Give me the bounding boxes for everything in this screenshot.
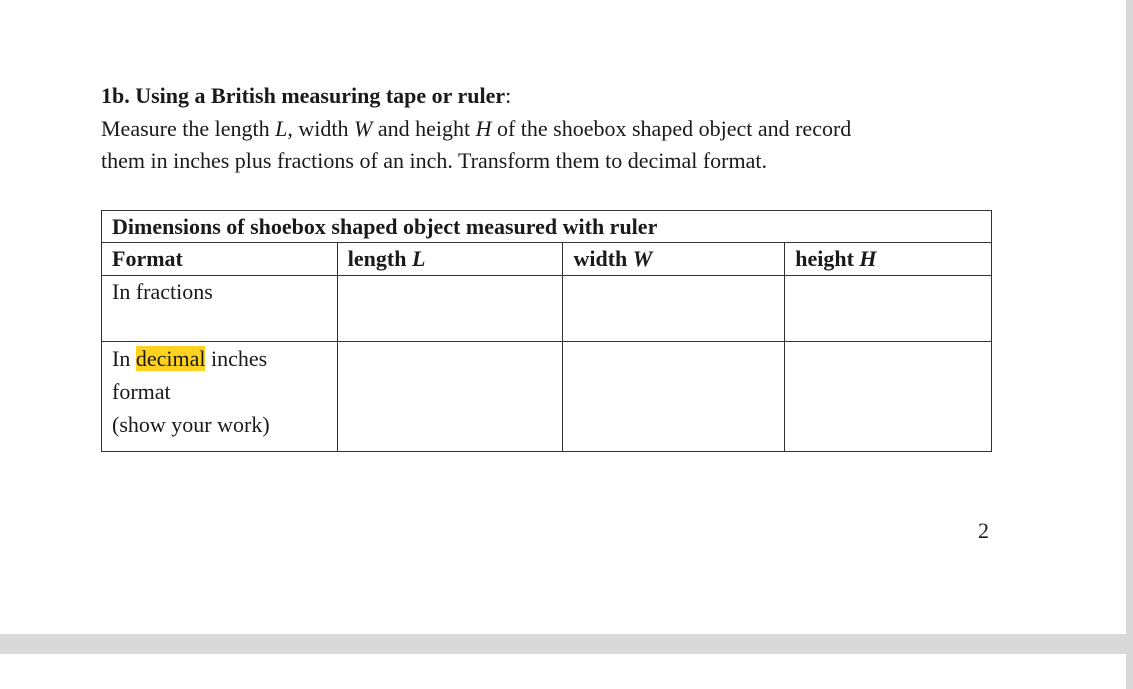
cell-fractions-height[interactable]	[785, 276, 992, 342]
dimensions-table	[101, 210, 992, 452]
page-number: 2	[978, 518, 989, 543]
decimal-label-line2: format	[112, 379, 171, 404]
table-title: Dimensions of shoebox shaped object measured with ruler	[102, 211, 992, 243]
highlighted-word: decimal	[135, 346, 206, 371]
header-length	[337, 243, 563, 276]
header-height-text: height	[795, 246, 860, 271]
section-heading-bold: 1b. Using a British measuring tape or ruler	[101, 83, 506, 108]
instructions-text-line2: them in inches plus fractions of an inch. Transform them to decimal format.	[101, 148, 767, 173]
decimal-label-line3: (show your work)	[112, 412, 270, 437]
next-page	[0, 654, 1126, 689]
header-length-var: L	[411, 246, 426, 271]
section-heading-colon: :	[505, 83, 512, 108]
header-width-text: width	[573, 246, 633, 271]
header-height	[785, 243, 992, 276]
var-w: W	[353, 116, 373, 141]
instructions-text: and height	[372, 116, 476, 141]
table-title-row	[102, 211, 992, 243]
row-label-fractions: In fractions	[102, 276, 338, 342]
header-width-var: W	[632, 246, 653, 271]
instructions-paragraph	[101, 113, 1001, 177]
var-h: H	[475, 116, 492, 141]
header-length-text: length	[347, 246, 412, 271]
cell-decimal-width[interactable]	[563, 342, 785, 452]
cell-decimal-length[interactable]	[337, 342, 563, 452]
cell-decimal-height[interactable]	[785, 342, 992, 452]
header-width	[563, 243, 785, 276]
decimal-label-post: inches	[205, 346, 268, 371]
instructions-text: , width	[287, 116, 354, 141]
instructions-text: of the shoebox shaped object and record	[491, 116, 852, 141]
var-l: L	[275, 116, 288, 141]
row-label-decimal	[102, 342, 338, 452]
table-row	[102, 276, 992, 342]
header-format: Format	[102, 243, 338, 276]
instructions-text: Measure the length	[101, 116, 276, 141]
table-header-row	[102, 243, 992, 276]
cell-fractions-width[interactable]	[563, 276, 785, 342]
header-height-var: H	[859, 246, 877, 271]
table-row	[102, 342, 992, 452]
cell-fractions-length[interactable]	[337, 276, 563, 342]
decimal-label-pre: In	[112, 346, 136, 371]
section-heading	[101, 82, 511, 110]
